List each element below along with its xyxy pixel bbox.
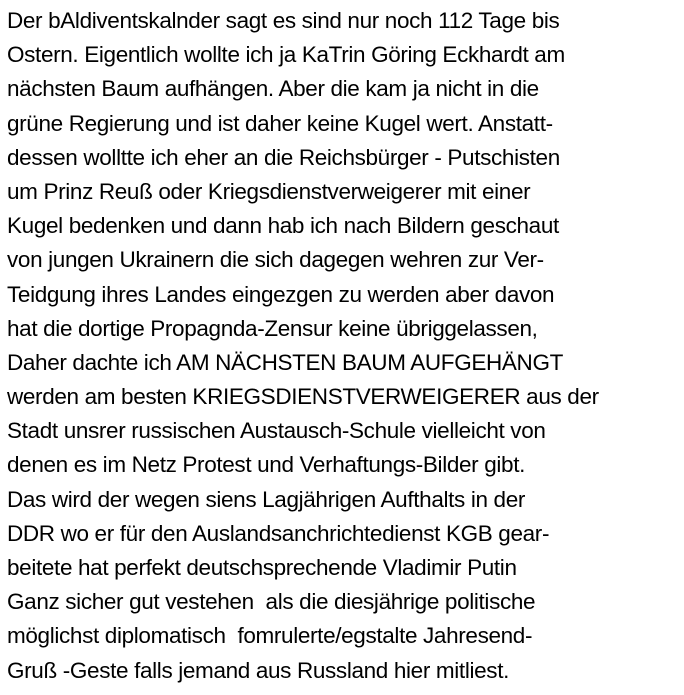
text-line-6: um Prinz Reuß oder Kriegsdienstverweigerer mit einer [7,178,531,204]
text-line-15: Das wird der wegen siens Lagjährigen Aufthalts in der [7,486,526,512]
text-line-19: möglichst diplomatisch fomrulerte/egstalte Jahresend- [7,623,533,649]
text-line-16: DDR wo er für den Auslandsanchrichtedienst KGB gear- [7,520,550,546]
text-line-8: von jungen Ukrainern die sich dagegen wehren zur Ver- [7,247,544,273]
text-line-11: Daher dachte ich AM NÄCHSTEN BAUM AUFGEHÄNGT [7,349,563,375]
text-line-18: Ganz sicher gut vestehen als die diesjährige politische [7,589,536,615]
text-line-14: denen es im Netz Protest und Verhaftungs-Bilder gibt. [7,452,526,478]
text-line-2: Ostern. Eigentlich wollte ich ja KaTrin Göring Eckhardt am [7,42,565,68]
text-line-12: werden am besten KRIEGSDIENSTVERWEIGERER aus der [7,384,599,410]
text-line-9: Teidgung ihres Landes eingezgen zu werden aber davon [7,281,555,307]
text-line-17: beitete hat perfekt deutschsprechende Vladimir Putin [7,555,517,580]
text-line-5: dessen wolltte ich eher an die Reichsbürger - Putschisten [7,144,560,170]
text-line-4: grüne Regierung und ist daher keine Kugel wert. Anstatt- [7,110,553,136]
text-line-10: hat die dortige Propagnda-Zensur keine übriggelassen, [7,315,538,341]
document-body [7,4,683,688]
text-line-20: Gruß -Geste falls jemand aus Russland hier mitliest. [7,657,509,683]
text-line-7: Kugel bedenken und dann hab ich nach Bildern geschaut [7,213,559,239]
text-line-13: Stadt unsrer russischen Austausch-Schule vielleicht von [7,418,546,444]
text-line-1: Der bAldiventskalnder sagt es sind nur noch 112 Tage bis [7,8,560,33]
text-line-3: nächsten Baum aufhängen. Aber die kam ja nicht in die [7,76,539,102]
